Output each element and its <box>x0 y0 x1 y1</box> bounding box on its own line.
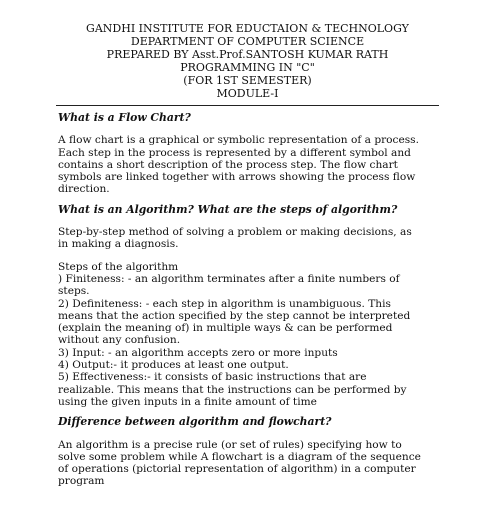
text-line: in making a diagnosis. <box>58 238 179 251</box>
text-line: direction. <box>58 183 110 196</box>
algorithm-question: What is an Algorithm? What are the steps of algorithm? <box>58 202 398 216</box>
text-line: A flow chart is a graphical or symbolic representation of a process. <box>58 134 419 147</box>
text-line: Each step in the process is represented by a different symbol and <box>58 146 411 159</box>
difference-answer <box>58 439 437 488</box>
text-line: 5) Effectiveness:- it consists of basic instructions that are <box>58 371 367 384</box>
module-label: MODULE-I <box>216 87 279 100</box>
text-line: of operations (pictorial representation of algorithm) in a computer <box>58 463 416 476</box>
subject-title: PROGRAMMING IN "C" <box>180 61 315 74</box>
text-line: Step-by-step method of solving a problem or making decisions, as <box>58 226 412 239</box>
prepared-by: PREPARED BY Asst.Prof.SANTOSH KUMAR RATH <box>106 48 389 61</box>
text-line: Steps of the algorithm <box>58 260 179 273</box>
text-line: without any confusion. <box>58 334 181 347</box>
text-line: realizable. This means that the instructions can be performed by <box>58 383 407 396</box>
text-line: steps. <box>58 285 90 298</box>
document-body <box>58 112 437 488</box>
institute-name: GANDHI INSTITUTE FOR EDUCTAION & TECHNOLOGY <box>86 22 409 35</box>
flowchart-question: What is a Flow Chart? <box>58 111 191 124</box>
text-line: ) Finiteness: - an algorithm terminates after a finite numbers of <box>58 272 400 285</box>
header-divider <box>56 105 439 106</box>
text-line: solve some problem while A flowchart is a diagram of the sequence <box>58 450 421 463</box>
difference-question: Difference between algorithm and flowchart? <box>58 415 332 429</box>
text-line: contains a short description of the process step. The flow chart <box>58 158 398 171</box>
text-line: symbols are linked together with arrows showing the process flow <box>58 171 416 184</box>
flowchart-answer <box>58 134 437 195</box>
document-page <box>0 22 495 517</box>
text-line: means that the action specified by the step cannot be interpreted <box>58 309 411 322</box>
algorithm-steps <box>58 261 437 409</box>
algorithm-answer <box>58 226 437 251</box>
text-line: 4) Output:- it produces at least one output. <box>58 359 289 372</box>
text-line: (explain the meaning of) in multiple ways & can be performed <box>58 322 393 335</box>
text-line: An algorithm is a precise rule (or set of rules) specifying how to <box>58 438 402 451</box>
department-name: DEPARTMENT OF COMPUTER SCIENCE <box>130 35 365 48</box>
text-line: using the given inputs in a finite amount of time <box>58 395 317 408</box>
semester-label: (FOR 1ST SEMESTER) <box>183 74 312 87</box>
document-header <box>0 22 495 100</box>
text-line: 2) Definiteness: - each step in algorithm is unambiguous. This <box>58 297 391 310</box>
text-line: program <box>58 475 105 488</box>
text-line: 3) Input: - an algorithm accepts zero or more inputs <box>58 346 338 359</box>
